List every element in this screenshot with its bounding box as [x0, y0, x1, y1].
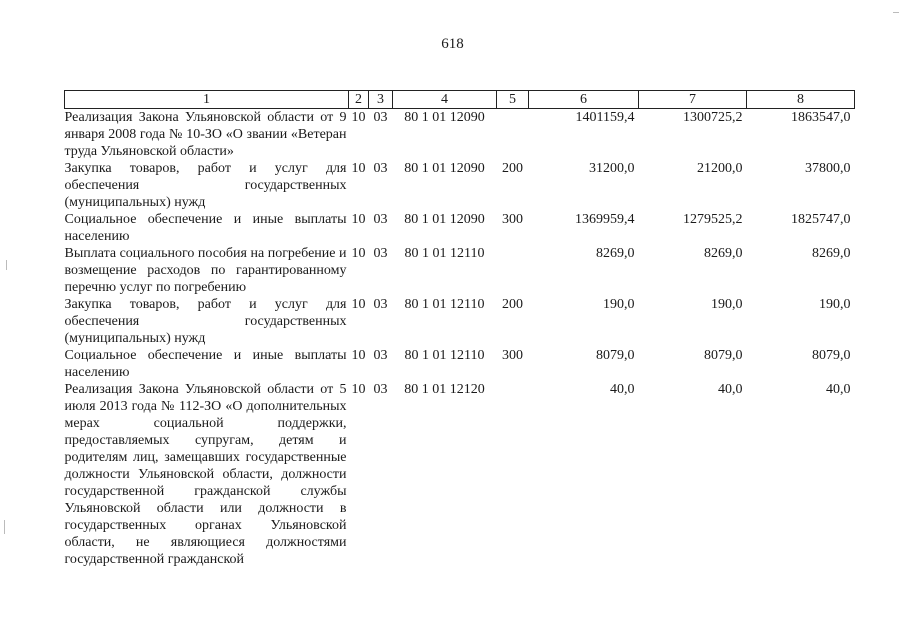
amount-col7: 1279525,2 — [683, 212, 743, 227]
target-article-code: 80 1 01 12110 — [404, 246, 485, 261]
subsection-code: 03 — [373, 348, 388, 363]
expense-type-code — [497, 109, 529, 161]
header-row — [65, 91, 855, 109]
amount-col7: 40,0 — [718, 382, 743, 397]
row-name: Реализация Закона Ульяновской области от 9 января 2008 года № 10-ЗО «О звании «Ветеран труда Ульяновской области» — [64, 110, 347, 159]
amount-col6: 1369959,4 — [575, 212, 635, 227]
column-header: 5 — [497, 91, 529, 109]
section-code: 10 — [351, 246, 366, 261]
amount-col8: 190,0 — [819, 297, 851, 312]
scan-speck — [4, 520, 5, 534]
expense-type-code: 200 — [502, 297, 523, 312]
subsection-code: 03 — [373, 161, 388, 176]
target-article-code: 80 1 01 12120 — [404, 382, 485, 397]
table-row — [65, 245, 855, 296]
section-code: 10 — [351, 161, 366, 176]
amount-col8: 1825747,0 — [791, 212, 851, 227]
target-article-code: 80 1 01 12110 — [404, 348, 485, 363]
table-row — [65, 211, 855, 245]
amount-col8: 37800,0 — [805, 161, 851, 176]
column-header: 6 — [529, 91, 639, 109]
amount-col7: 8079,0 — [704, 348, 743, 363]
subsection-code: 03 — [373, 212, 388, 227]
page-number: 618 — [441, 36, 464, 52]
subsection-code: 03 — [373, 382, 388, 397]
row-name: Социальное обеспечение и иные выплаты населению — [64, 212, 347, 244]
amount-col6: 8079,0 — [596, 348, 635, 363]
table-row — [65, 381, 855, 568]
section-code: 10 — [351, 297, 366, 312]
target-article-code: 80 1 01 12090 — [404, 110, 485, 125]
table-row — [65, 347, 855, 381]
section-code: 10 — [351, 382, 366, 397]
amount-col8: 8079,0 — [812, 348, 851, 363]
amount-col7: 190,0 — [711, 297, 743, 312]
expense-type-code — [497, 245, 529, 296]
amount-col8: 8269,0 — [812, 246, 851, 261]
expense-type-code: 300 — [502, 348, 523, 363]
column-header: 1 — [65, 91, 349, 109]
amount-col6: 40,0 — [610, 382, 635, 397]
expense-type-code: 200 — [502, 161, 523, 176]
amount-col6: 8269,0 — [596, 246, 635, 261]
column-header: 3 — [369, 91, 393, 109]
subsection-code: 03 — [373, 110, 388, 125]
row-name: Закупка товаров, работ и услуг для обеспечения государственных (муниципальных) нужд — [64, 297, 347, 346]
amount-col6: 1401159,4 — [575, 110, 635, 125]
table-row — [65, 296, 855, 347]
subsection-code: 03 — [373, 297, 388, 312]
expense-type-code: 300 — [502, 212, 523, 227]
scan-speck — [6, 260, 7, 270]
target-article-code: 80 1 01 12090 — [404, 212, 485, 227]
amount-col8: 1863547,0 — [791, 110, 851, 125]
table-row — [65, 109, 855, 161]
row-name: Социальное обеспечение и иные выплаты населению — [64, 348, 347, 380]
column-header: 8 — [747, 91, 855, 109]
row-name: Выплата социального пособия на погребение и возмещение расходов по гарантированному перечню услуг по погребению — [64, 246, 347, 295]
row-name: Закупка товаров, работ и услуг для обеспечения государственных (муниципальных) нужд — [64, 161, 347, 210]
budget-table — [64, 90, 855, 568]
table-row — [65, 160, 855, 211]
amount-col7: 21200,0 — [697, 161, 743, 176]
amount-col7: 1300725,2 — [683, 110, 743, 125]
target-article-code: 80 1 01 12090 — [404, 161, 485, 176]
amount-col8: 40,0 — [826, 382, 851, 397]
amount-col6: 31200,0 — [589, 161, 635, 176]
expense-type-code — [497, 381, 529, 568]
target-article-code: 80 1 01 12110 — [404, 297, 485, 312]
scan-speck — [893, 12, 899, 13]
section-code: 10 — [351, 212, 366, 227]
amount-col7: 8269,0 — [704, 246, 743, 261]
row-name: Реализация Закона Ульяновской области от 5 июля 2013 года № 112-ЗО «О дополнительных мерах социальной поддержки, предоставляемых супругам, детям и родителям лиц, замещавших государственные должности Ульяновской области, должности государственной гражданской службы Ульяновской области или должности в государственных органах Ульяновской области, не являющиеся должностями государственной гражданской — [64, 382, 347, 567]
column-header: 2 — [349, 91, 369, 109]
subsection-code: 03 — [373, 246, 388, 261]
column-header: 7 — [639, 91, 747, 109]
section-code: 10 — [351, 348, 366, 363]
column-header: 4 — [393, 91, 497, 109]
section-code: 10 — [351, 110, 366, 125]
amount-col6: 190,0 — [603, 297, 635, 312]
